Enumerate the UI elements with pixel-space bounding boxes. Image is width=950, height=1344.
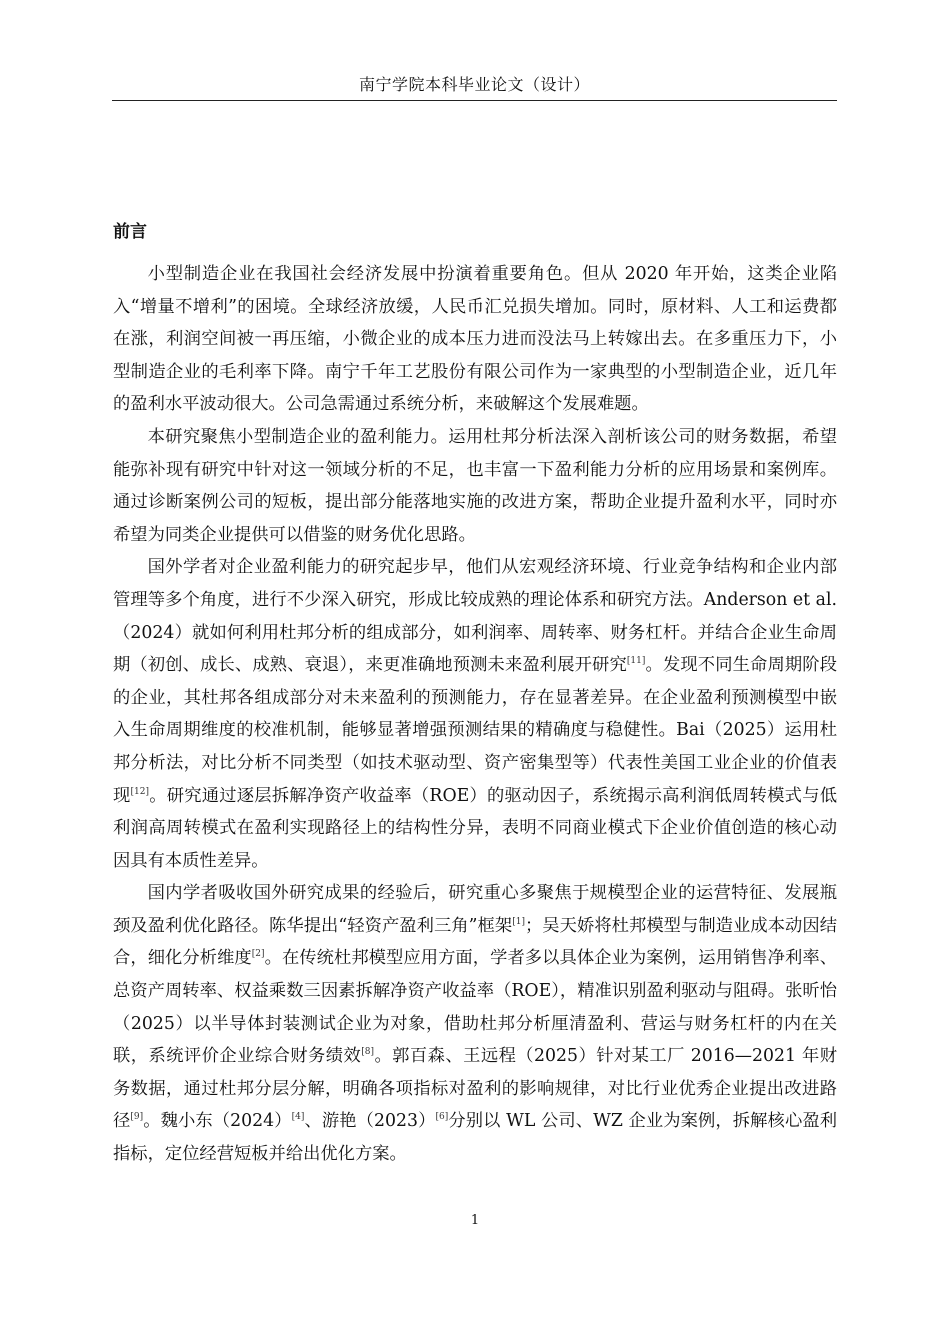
paragraph-2: 本研究聚焦小型制造企业的盈利能力。运用杜邦分析法深入剖析该公司的财务数据，希望能弥补现有研究中针对这一领域分析的不足，也丰富一下盈利能力分析的应用场景和案例库。通过诊断案例公司的短板，提出部分能落地实施的改进方案，帮助企业提升盈利水平，同时亦希望为同类企业提供可以借鉴的财务优化思路。 <box>113 426 837 545</box>
citation: [1] <box>512 917 525 928</box>
body-text <box>113 258 837 1171</box>
paragraph-text: 。发现不同生命周期阶段的企业，其杜邦各组成部分对未来盈利的预测能力，存在显著差异。在企业盈利预测模型中嵌入生命周期维度的校准机制，能够显著增强预测结果的精确度与稳健性。Bai（2025）运用杜邦分析法，对比分析不同类型（如技术驱动型、资产密集型等）代表性美国工业企业的价值表现 <box>113 655 837 806</box>
paragraph-1: 小型制造企业在我国社会经济发展中扮演着重要角色。但从 2020 年开始，这类企业陷入“增量不增利”的困境。全球经济放缓，人民币汇兑损失增加。同时，原材料、人工和运费都在涨，利润空间被一再压缩，小微企业的成本压力进而没法马上转嫁出去。在多重压力下，小型制造企业的毛利率下降。南宁千年工艺股份有限公司作为一家典型的小型制造企业，近几年的盈利水平波动很大。公司急需通过系统分析，来破解这个发展难题。 <box>113 264 837 415</box>
paragraph-text: 国外学者对企业盈利能力的研究起步早，他们从宏观经济环境、行业竞争结构和企业内部管理等多个角度，进行不少深入研究，形成比较成熟的理论体系和研究方法。Anderson et al.（2024）就如何利用杜邦分析的组成部分，如利润率、周转率、财务杠杆。并结合企业生命周期（初创、成长、成熟、衰退），来更准确地预测未来盈利展开研究 <box>113 557 837 676</box>
paragraph-text: 。郭百森、王远程（2025）针对某工厂 2016—2021 年财务数据，通过杜邦分层分解，明确各项指标对盈利的影响规律，对比行业优秀企业提出改进路径 <box>113 1046 837 1132</box>
citation: [2] <box>251 949 265 960</box>
paragraph-3 <box>113 551 837 877</box>
running-header: 南宁学院本科毕业论文（设计） <box>358 75 590 94</box>
paragraph-text: ；吴天娇将杜邦模型与制造业成本动因结合，细化分析维度 <box>113 915 837 969</box>
paragraph-text: 分别以 WL 公司、WZ 企业为案例，拆解核心盈利指标，定位经营短板并给出优化方案。 <box>113 1111 837 1165</box>
page-number: 1 <box>470 1213 480 1228</box>
citation: [8] <box>361 1047 374 1058</box>
header-rule <box>112 100 837 101</box>
citation: [4] <box>291 1112 305 1123</box>
citation: [11] <box>626 656 646 667</box>
paragraph-text: 。在传统杜邦模型应用方面，学者多以具体企业为案例，运用销售净利率、总资产周转率、权益乘数三因素拆解净资产收益率（ROE），精准识别盈利驱动与阻碍。张昕怡（2025）以半导体封装测试企业为对象，借助杜邦分析厘清盈利、营运与财务杠杆的内在关联，系统评价企业综合财务绩效 <box>113 948 837 1067</box>
paragraph-4 <box>113 877 837 1170</box>
section-title: 前言 <box>113 222 147 242</box>
paragraph-text: 。研究通过逐层拆解净资产收益率（ROE）的驱动因子，系统揭示高利润低周转模式与低利润高周转模式在盈利实现路径上的结构性分异，表明不同商业模式下企业价值创造的核心动因具有本质性差异。 <box>113 785 837 871</box>
paragraph-text: 。魏小东（2024） <box>143 1111 292 1132</box>
paragraph-text: 、游艳（2023） <box>304 1111 436 1132</box>
paragraph-text: 国内学者吸收国外研究成果的经验后，研究重心多聚焦于规模型企业的运营特征、发展瓶颈及盈利优化路径。陈华提出“轻资产盈利三角”框架 <box>113 883 837 936</box>
citation: [12] <box>130 786 149 797</box>
citation: [6] <box>435 1112 449 1123</box>
citation: [9] <box>130 1112 144 1123</box>
